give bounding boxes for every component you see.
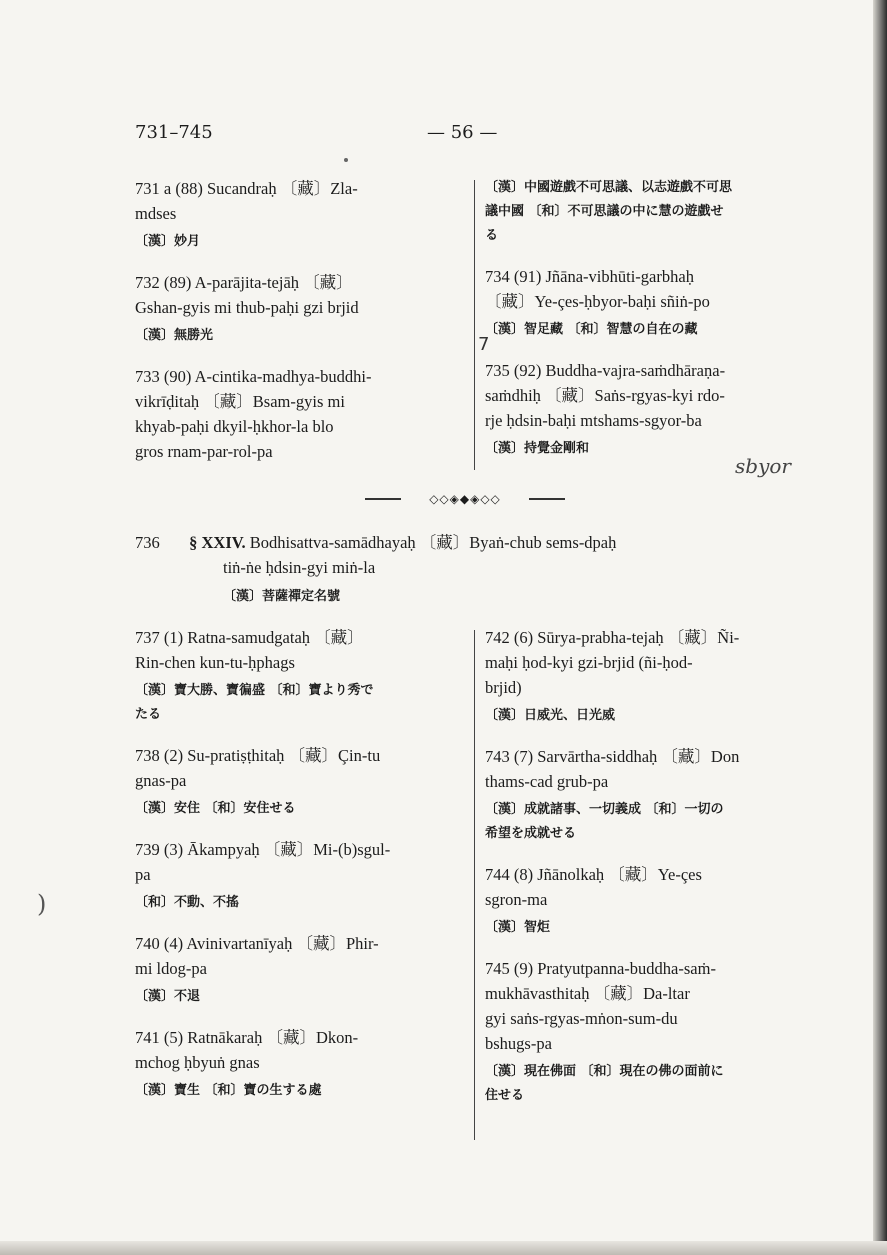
entry-gloss: 〔漢〕智炬	[485, 920, 551, 935]
entry-744	[485, 862, 830, 940]
entry-gloss: 〔漢〕寶生 〔和〕寶の生する處	[135, 1083, 322, 1098]
entry-line: 740 (4) Avinivartanīyaḥ 〔藏〕Phir-	[135, 934, 379, 953]
section-heading	[135, 530, 835, 609]
entry-line: 735 (92) Buddha-vajra-saṁdhāraṇa-	[485, 361, 726, 380]
entry-line: gyi saṅs-rgyas-mṅon-sum-du	[485, 1009, 678, 1028]
handwritten-note: sbyor	[735, 454, 791, 478]
entry-line: bshugs-pa	[485, 1034, 552, 1053]
entry-line: sgron-ma	[485, 890, 548, 909]
entry-743	[485, 744, 830, 846]
entry-line: 739 (3) Ākampyaḥ 〔藏〕Mi-(b)sgul-	[135, 840, 391, 859]
column-divider	[474, 630, 475, 1140]
ornament-glyphs: ◇◇◈◆◈◇◇	[429, 492, 501, 506]
entry-gloss: 〔漢〕成就諸事、一切義成 〔和〕一切の	[485, 802, 724, 817]
entry-line: 737 (1) Ratna-samudgataḥ 〔藏〕	[135, 628, 364, 647]
entry-range: 731–745	[135, 122, 213, 143]
entry-line: mchog ḥbyuṅ gnas	[135, 1053, 260, 1072]
entry-line: 745 (9) Pratyutpanna-buddha-saṁ-	[485, 959, 716, 978]
entry-line: 731 a (88) Sucandraḥ 〔藏〕Zla-	[135, 179, 358, 198]
entry-line: mi ldog-pa	[135, 959, 207, 978]
entry-gloss: 〔漢〕妙月	[135, 234, 201, 249]
entry-line: khyab-paḥi dkyil-ḥkhor-la blo	[135, 417, 334, 436]
entry-line: 738 (2) Su-pratiṣṭhitaḥ 〔藏〕Çin-tu	[135, 746, 381, 765]
margin-annotation: 7	[478, 334, 490, 355]
entry-line: mdses	[135, 204, 177, 223]
section-title: Bodhisattva-samādhayaḥ 〔藏〕Byaṅ-chub sems-dpaḥ	[249, 533, 617, 552]
entry-line: rje ḥdsin-baḥi mtshams-sgyor-ba	[485, 411, 702, 430]
bottom-left-column	[135, 625, 465, 1119]
entry-gloss: 〔漢〕寶大勝、寶徧盛 〔和〕寶より秀で	[135, 683, 374, 698]
entry-line: mukhāvasthitaḥ 〔藏〕Da-ltar	[485, 984, 690, 1003]
ornament-bar-left	[365, 498, 401, 500]
page-header	[135, 122, 825, 152]
entry-740	[135, 931, 465, 1009]
entry-gloss: 〔漢〕現在佛面 〔和〕現在の佛の面前に	[485, 1064, 724, 1079]
page-number: — 56 —	[427, 122, 498, 143]
entry-line: Gshan-gyis mi thub-paḥi gzi brjid	[135, 298, 359, 317]
entry-gloss: 〔漢〕持覺金剛和	[485, 441, 590, 456]
entry-731	[135, 176, 465, 254]
entry-gloss: 〔漢〕安住 〔和〕安住せる	[135, 801, 296, 816]
page-edge-shadow	[873, 0, 887, 1255]
entry-738	[135, 743, 465, 821]
entry-gloss: 〔漢〕中國遊戲不可思議、以志遊戲不可思	[485, 180, 733, 195]
entry-line: brjid)	[485, 678, 522, 697]
entry-gloss: 〔漢〕不退	[135, 989, 201, 1004]
entry-gloss: 〔漢〕智足藏 〔和〕智慧の自在の藏	[485, 322, 698, 337]
entry-737	[135, 625, 465, 727]
entry-gloss: 住せる	[485, 1088, 525, 1103]
entry-735	[485, 358, 830, 461]
entry-line: 732 (89) A-parājita-tejāḥ 〔藏〕	[135, 273, 353, 292]
entry-line: Rin-chen kun-tu-ḥphags	[135, 653, 295, 672]
top-left-column	[135, 176, 465, 480]
page-edge-bottom	[0, 1241, 887, 1255]
section-ornament	[395, 492, 535, 506]
section-gloss: 〔漢〕菩薩禪定名號	[223, 589, 341, 604]
entry-line: 734 (91) Jñāna-vibhūti-garbhaḥ	[485, 267, 694, 286]
entry-gloss: 〔漢〕日威光、日光威	[485, 708, 616, 723]
entry-733	[135, 364, 465, 464]
section-mark: § XXIV.	[189, 533, 246, 552]
entry-line: 733 (90) A-cintika-madhya-buddhi-	[135, 367, 372, 386]
section-number: 736	[135, 533, 160, 552]
entry-gloss: 〔和〕不動、不搖	[135, 895, 240, 910]
entry-line: 〔藏〕Ye-çes-ḥbyor-baḥi sñiṅ-po	[485, 292, 710, 311]
entry-733-continued	[485, 176, 830, 248]
entry-gloss: たる	[135, 707, 162, 722]
entry-gloss: 希望を成就せる	[485, 826, 577, 841]
entry-line: 742 (6) Sūrya-prabha-tejaḥ 〔藏〕Ñi-	[485, 628, 740, 647]
entry-732	[135, 270, 465, 348]
entry-745	[485, 956, 830, 1108]
entry-gloss: 〔漢〕無勝光	[135, 328, 214, 343]
entry-734	[485, 264, 830, 342]
column-divider	[474, 180, 475, 470]
entry-line: 743 (7) Sarvārtha-siddhaḥ 〔藏〕Don	[485, 747, 740, 766]
entry-739	[135, 837, 465, 915]
section-title-line2: tiṅ-ṅe ḥdsin-gyi miṅ-la	[223, 558, 376, 577]
ink-speck	[344, 158, 348, 162]
entry-line: gnas-pa	[135, 771, 187, 790]
entry-line: vikrīḍitaḥ 〔藏〕Bsam-gyis mi	[135, 392, 345, 411]
entry-741	[135, 1025, 465, 1103]
entry-742	[485, 625, 830, 728]
ornament-bar-right	[529, 498, 565, 500]
top-right-column	[485, 176, 830, 477]
entry-line: maḥi ḥod-kyi gzi-brjid (ñi-ḥod-	[485, 653, 693, 672]
entry-line: gros rnam-par-rol-pa	[135, 442, 273, 461]
entry-gloss: る	[485, 228, 499, 243]
entry-line: thams-cad grub-pa	[485, 772, 609, 791]
margin-paren-icon: )	[37, 890, 47, 918]
entry-line: saṁdhiḥ 〔藏〕Saṅs-rgyas-kyi rdo-	[485, 386, 725, 405]
entry-line: 741 (5) Ratnākaraḥ 〔藏〕Dkon-	[135, 1028, 359, 1047]
bottom-right-column	[485, 625, 830, 1124]
entry-line: pa	[135, 865, 151, 884]
entry-line: 744 (8) Jñānolkaḥ 〔藏〕Ye-çes	[485, 865, 702, 884]
entry-gloss: 議中國 〔和〕不可思議の中に慧の遊戲せ	[485, 204, 724, 219]
